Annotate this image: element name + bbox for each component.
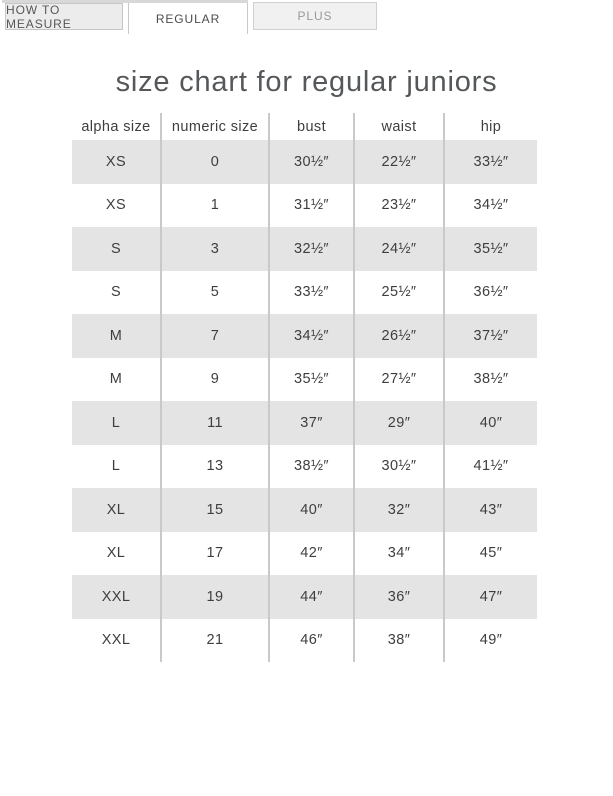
table-cell: 27½″ [355,358,445,402]
table-row [72,140,537,184]
table-cell: 34½″ [270,314,355,358]
column-header-bust: bust [270,113,355,140]
table-cell: XS [72,184,162,228]
table-cell: L [72,445,162,489]
table-cell: 9 [162,358,270,402]
table-cell: 45″ [479,545,503,562]
table-cell: XXL [72,619,162,663]
table-cell: 35½″ [270,358,355,402]
table-cell: 31½″ [270,184,355,228]
table-row [72,575,537,619]
table-row [72,271,537,315]
table-cell: 21 [162,619,270,663]
table-cell: 34″ [355,532,445,576]
table-cell: M [72,314,162,358]
table-row [72,184,537,228]
table-cell: 15 [162,488,270,532]
table-cell: 41½″ [473,458,509,475]
tab-how-to-measure[interactable]: HOW TO MEASURE [5,3,123,30]
page-title: size chart for regular juniors [115,66,498,98]
table-cell: XL [72,488,162,532]
table-cell: 30½″ [355,445,445,489]
column-header-alpha-size: alpha size [72,113,162,140]
table-cell: L [72,401,162,445]
table-cell: 23½″ [355,184,445,228]
table-row [72,358,537,402]
column-header-hip: hip [480,118,502,135]
table-row [72,227,537,271]
table-cell: M [72,358,162,402]
table-cell: 36″ [355,575,445,619]
table-cell: 32″ [355,488,445,532]
table-cell: 47″ [479,588,503,605]
column-header-waist: waist [355,113,445,140]
table-cell: 34½″ [473,197,509,214]
table-cell: XL [72,532,162,576]
table-cell: 44″ [270,575,355,619]
tab-regular[interactable]: REGULAR [128,3,248,34]
table-cell: 40″ [270,488,355,532]
table-header-row [72,113,537,140]
table-cell: 49″ [479,632,503,649]
table-cell: 37½″ [473,327,509,344]
table-cell: 36½″ [473,284,509,301]
table-cell: 5 [162,271,270,315]
table-cell: 17 [162,532,270,576]
table-cell: 25½″ [355,271,445,315]
table-cell: 38½″ [473,371,509,388]
table-row [72,619,537,663]
table-cell: S [72,227,162,271]
table-cell: 26½″ [355,314,445,358]
table-cell: S [72,271,162,315]
table-cell: 33½″ [473,153,509,170]
table-cell: 13 [162,445,270,489]
column-header-numeric-size: numeric size [162,113,270,140]
table-cell: 1 [162,184,270,228]
table-row [72,488,537,532]
table-cell: 38″ [355,619,445,663]
table-cell: 11 [162,401,270,445]
table-cell: 37″ [270,401,355,445]
table-cell: 40″ [479,414,503,431]
table-row [72,401,537,445]
table-cell: 33½″ [270,271,355,315]
table-row [72,445,537,489]
table-cell: 42″ [270,532,355,576]
table-cell: 38½″ [270,445,355,489]
size-chart-table [72,113,537,662]
table-cell: 29″ [355,401,445,445]
table-row [72,314,537,358]
table-row [72,532,537,576]
table-cell: 0 [162,140,270,184]
table-body [72,140,537,662]
table-cell: 46″ [270,619,355,663]
table-cell: XS [72,140,162,184]
table-cell: XXL [72,575,162,619]
table-cell: 43″ [479,501,503,518]
table-cell: 24½″ [355,227,445,271]
table-cell: 30½″ [270,140,355,184]
table-cell: 7 [162,314,270,358]
table-cell: 32½″ [270,227,355,271]
table-cell: 22½″ [355,140,445,184]
tab-plus[interactable]: PLUS [253,2,377,30]
table-cell: 3 [162,227,270,271]
table-cell: 19 [162,575,270,619]
table-cell: 35½″ [473,240,509,257]
